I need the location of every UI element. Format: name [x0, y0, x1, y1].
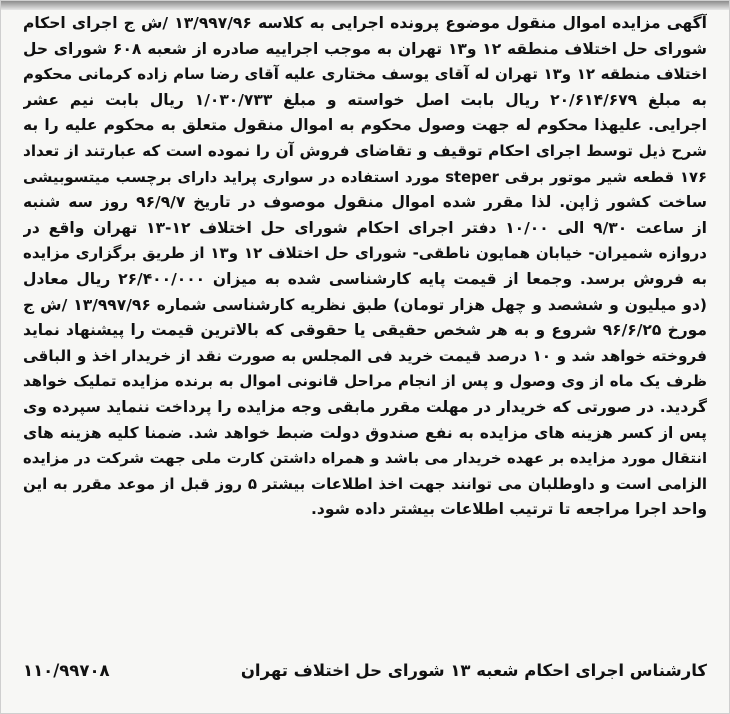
issuer-signature: کارشناس اجرای احکام شعبه ۱۳ شورای حل اختلاف تهران — [240, 661, 707, 680]
notice-line: به فروش برسد. وجمعا از قیمت پایه کارشناسی شده به میزان ۲۶/۴۰۰/۰۰۰ ریال معادل — [23, 269, 707, 288]
notice-line: مورخ ۹۶/۶/۲۵ شروع و به هر شخص حقیقی یا حقوقی که بالاترین قیمت را پیشنهاد نماید — [23, 321, 707, 340]
notice-line: واحد اجرا مراجعه تا ترتیب اطلاعات بیشتر داده شود. — [311, 500, 707, 519]
notice-footer — [23, 661, 707, 705]
notice-line: اجرایی. علیهذا محکوم له جهت وصول محکوم به اموال منقول متعلق به محکوم علیه را به — [23, 116, 707, 135]
notice-line: ظرف یک ماه از وی وصول و پس از انجام مراحل قانونی اموال به برنده مزایده تملیک خواهد — [23, 372, 707, 391]
notice-line: پس از کسر هزینه های مزایده به نفع صندوق دولت ضبط خواهد شد. ضمنا کلیه هزینه های — [23, 423, 707, 442]
notice-line: الزامی است و داوطلبان می توانند جهت اخذ اطلاعات بیشتر ۵ روز قبل از موعد مقرر به این — [23, 474, 707, 493]
notice-line: گردید. در صورتی که خریدار در مهلت مقرر مابقی وجه مزایده را پرداخت ننماید سپرده وی — [23, 397, 707, 416]
notice-line: اختلاف منطقه ۱۲ و۱۳ تهران له آقای یوسف مختاری علیه آقای رضا سام زاده کرمانی محکوم — [23, 65, 707, 84]
notice-line: ساخت کشور ژاپن. لذا مقرر شده اموال منقول موصوف در تاریخ ۹۶/۹/۷ روز سه شنبه — [23, 193, 707, 212]
auction-notice-body — [23, 11, 707, 705]
notice-line: دروازه شمیران- خیابان همایون ناطقی- شورای حل اختلاف ۱۲ و۱۳ از طریق برگزاری مزایده — [23, 244, 707, 263]
notice-line: فروخته خواهد شد و ۱۰ درصد قیمت خرید فی المجلس به صورت نقد از خریدار اخذ و الباقی — [23, 346, 707, 365]
notice-line: به مبلغ ۲۰/۶۱۴/۶۷۹ ریال بابت اصل خواسته و مبلغ ۱/۰۳۰/۷۳۳ ریال بابت نیم عشر — [23, 90, 707, 109]
notice-line: شرح ذیل توسط اجرای احکام توقیف و تقاضای فروش آن را نموده است که عبارتند از تعداد — [23, 141, 707, 160]
notice-line: از ساعت ۹/۳۰ الی ۱۰/۰۰ دفتر اجرای احکام شورای حل اختلاف ۱۲-۱۳ تهران واقع در — [23, 218, 707, 237]
notice-line: آگهی مزایده اموال منقول موضوع پرونده اجرایی به کلاسه ۱۳/۹۹۷/۹۶ /ش ج اجرای احکام — [23, 14, 707, 32]
notice-line: ۱۷۶ قطعه شیر موتور برقی steper مورد استفاده در سواری پراید دارای برچسب میتسوبیشی — [23, 168, 707, 186]
notice-line: انتقال مورد مزایده بر عهده خریدار می باشد و همراه داشتن کارت ملی جهت شرکت در مزایده — [23, 450, 707, 468]
notice-line: شورای حل اختلاف منطقه ۱۲ و۱۳ تهران به موجب اجراییه صادره از شعبه ۶۰۸ شورای حل — [23, 39, 707, 58]
notice-reference-number: ۱۱۰/۹۹۷۰۸ — [23, 661, 110, 680]
notice-line: (دو میلیون و ششصد و چهل هزار تومان) طبق نظریه کارشناسی شماره ۱۳/۹۹۷/۹۶ /ش ج — [23, 295, 707, 314]
top-cut-edge — [1, 1, 729, 10]
